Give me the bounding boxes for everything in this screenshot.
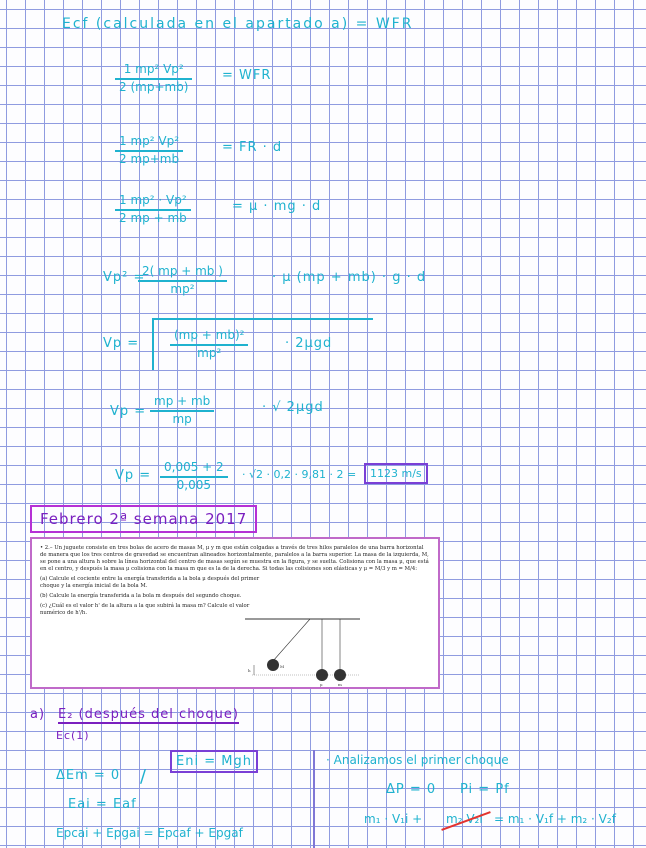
- equation-7-numerator: 0,005 + 2: [164, 460, 224, 474]
- equation-6-numerator: mp + mb: [154, 394, 211, 408]
- equation-2-denominator: 2 mp+mb: [115, 150, 183, 166]
- momentum-left: m₁ · V₁i +: [364, 812, 423, 826]
- energy-sum-equation: Epcai + Epgai = Epcaf + Epgaf: [56, 826, 243, 840]
- equation-1-right: = WFR: [222, 68, 272, 83]
- momentum-equality: Pi = Pf: [460, 782, 510, 797]
- momentum-change: ΔP = 0: [386, 782, 437, 797]
- first-collision-heading: · Analizamos el primer choque: [326, 753, 509, 767]
- equation-7-denominator: 0,005: [160, 476, 228, 492]
- equation-7-fraction: [160, 460, 228, 492]
- equation-3-right: = μ · mg · d: [232, 199, 322, 214]
- equation-7-middle: · √2 · 0,2 · 9,81 · 2 =: [242, 468, 357, 481]
- boxed-potential-energy: Eni = Mgh: [170, 750, 258, 773]
- equation-1-denominator: 2 (mp+mb): [115, 78, 192, 94]
- equation-6-denominator: mp: [150, 410, 214, 426]
- equation-5-numerator: (mp + mb)²: [174, 328, 245, 342]
- momentum-struck: m₂ V₂i: [446, 812, 483, 826]
- equation-6-right: · √ 2μgd: [262, 400, 324, 415]
- ec-label: Ec(1): [56, 729, 90, 742]
- ecf-heading: Ecf (calculada en el apartado a) = WFR: [62, 16, 414, 32]
- question-b: (b) Calcule la energía transferida a la bola m después del segundo choque.: [40, 593, 242, 599]
- section-header: Febrero 2ª semana 2017: [30, 505, 257, 533]
- energy-conservation: ΔEm = 0: [56, 768, 121, 783]
- equation-6-left: Vp =: [110, 404, 147, 419]
- equation-2-fraction: [115, 134, 183, 166]
- part-a-title: E₂ (después del choque): [58, 707, 239, 722]
- equation-4-left: Vp² =: [103, 270, 146, 285]
- equation-3-denominator: 2 mp + mb: [115, 209, 191, 225]
- label-h: h: [248, 668, 251, 673]
- equation-7-left: Vp =: [115, 468, 152, 483]
- momentum-right: = m₁ · V₁f + m₂ · V₂f: [494, 812, 616, 826]
- equation-3-fraction: [115, 193, 191, 225]
- equation-6-fraction: [150, 394, 214, 426]
- equation-4-fraction: [138, 264, 227, 296]
- equation-1-numerator: 1 mp² Vp²: [123, 62, 184, 76]
- equation-1-fraction: [115, 62, 192, 94]
- equation-5-right: · 2μgd: [285, 336, 333, 351]
- ball-M: [267, 659, 279, 671]
- label-m: m: [338, 682, 342, 687]
- problem-intro: • 2.– Un juguete consiste en tres bolas de acero de masas M, μ y m que están colgadas a través de tres hilos paralelos de una barra horizontal de manera que los tres centros de gravedad se encuentran alineados horizontalmente, paralelos a la barra superior. La masa de la izquierda, M, se pone a una altura h sobre la línea horizontal del centro de masas según se muestra en la figura, y se suelta. Colisiona con la masa μ, que está en el centro, y después la masa μ colisiona con la masa m que es la de la derecha. Si todas las colisiones son elásticas y μ = M/3 y m = M/4:: [40, 545, 429, 572]
- slash-mark: /: [140, 766, 148, 787]
- energy-equality: Eai = Eaf: [68, 797, 137, 812]
- part-a-label: a): [30, 707, 46, 722]
- equation-2-right: = FR · d: [222, 140, 283, 155]
- label-mu: μ: [320, 682, 323, 687]
- equation-5-left: Vp =: [103, 336, 140, 351]
- equation-2-numerator: 1 mp² Vp²: [119, 134, 180, 148]
- label-M: M: [280, 664, 285, 669]
- problem-questions: [40, 576, 270, 617]
- question-c: (c) ¿Cuál es el valor h' de la altura a la que subirá la masa m? Calcule el valor numérico de h'/h.: [40, 603, 250, 616]
- equation-5-fraction: [170, 328, 248, 360]
- column-divider: [313, 750, 315, 848]
- pendulum-diagram: [240, 617, 365, 687]
- question-a: (a) Calcule el cociente entre la energía transferida a la bola μ después del primer choque y la energía inicial de la bola M.: [40, 576, 260, 589]
- equation-4-numerator: 2( mp + mb ): [142, 264, 223, 278]
- equation-4-denominator: mp²: [138, 280, 227, 296]
- final-result: 1123 m/s: [364, 463, 428, 484]
- problem-statement: [30, 537, 440, 689]
- equation-5-denominator: mp²: [170, 344, 248, 360]
- equation-4-right: · μ (mp + mb) · g · d: [272, 270, 427, 285]
- equation-3-numerator: 1 mp² · Vp²: [119, 193, 187, 207]
